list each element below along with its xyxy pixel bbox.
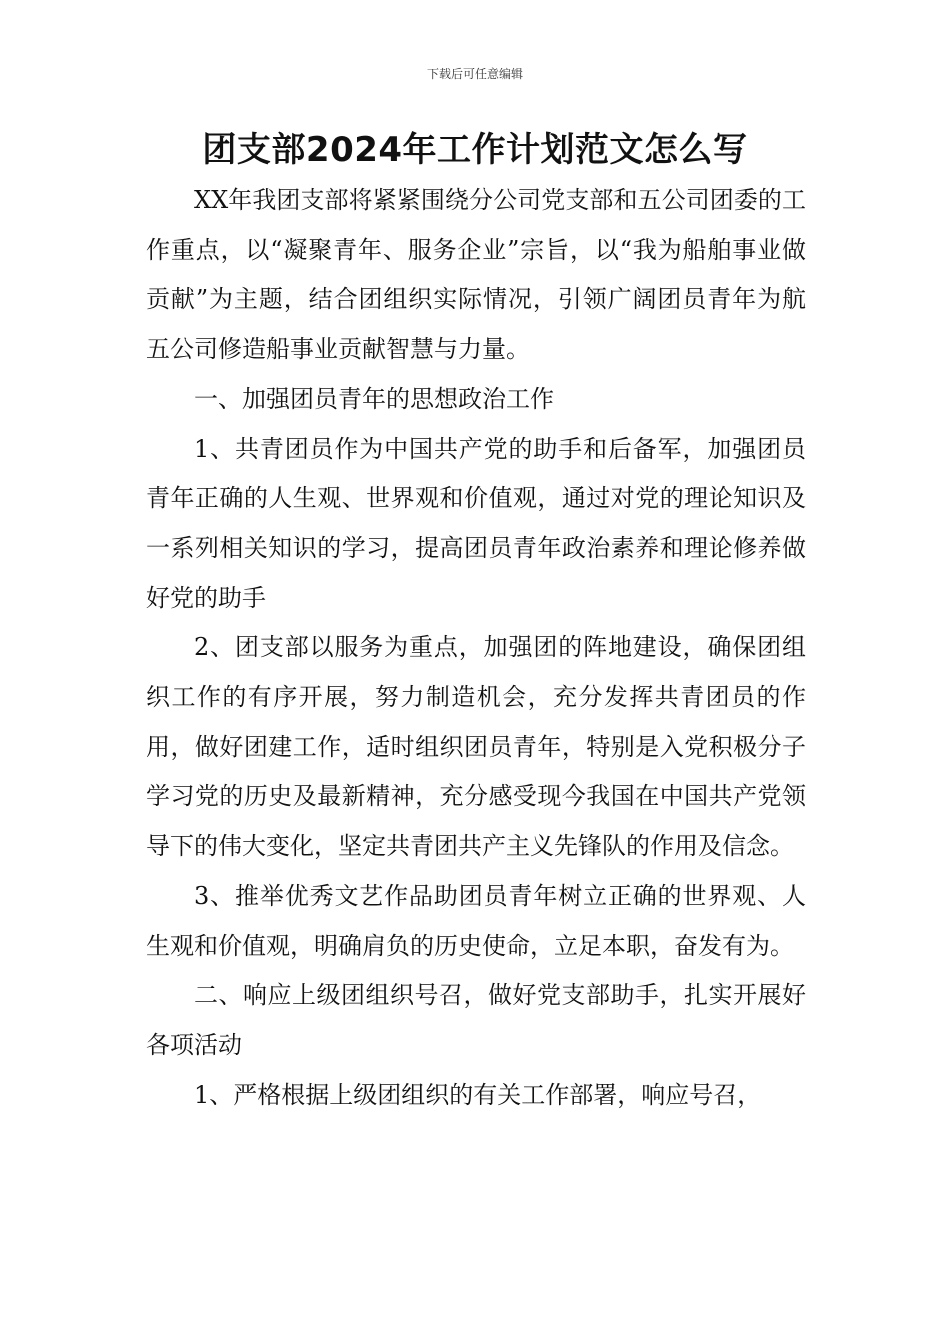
document-title: 团支部2024年工作计划范文怎么写 — [202, 130, 748, 170]
paragraph-item: 2、团支部以服务为重点，加强团的阵地建设，确保团组织工作的有序开展，努力制造机会，充分发挥共青团员的作用，做好团建工作，适时组织团员青年，特别是入党积极分子学习党的历史及最新精神，充分感受现今我国在中国共产党领导下的伟大变化，坚定共青团共产主义先锋队的作用及信念。 — [146, 633, 806, 861]
paragraph-item: 1、严格根据上级团组织的有关工作部署，响应号召， — [194, 1080, 762, 1109]
header-note: 下载后可任意编辑 — [426, 67, 523, 81]
paragraph-item: 3、推举优秀文艺作品助团员青年树立正确的世界观、人生观和价值观，明确肩负的历史使命，立足本职，奋发有为。 — [146, 881, 806, 960]
paragraph-item: 1、共青团员作为中国共产党的助手和后备军，加强团员青年正确的人生观、世界观和价值观，通过对党的理论知识及一系列相关知识的学习，提高团员青年政治素养和理论修养做好党的助手 — [146, 434, 806, 612]
paragraph-intro: XX年我团支部将紧紧围绕分公司党支部和五公司团委的工作重点，以“凝聚青年、服务企业”宗旨，以“我为船舶事业做贡献”为主题，结合团组织实际情况，引领广阔团员青年为航五公司修造船事业贡献智慧与力量。 — [146, 186, 806, 364]
section-heading-1: 一、加强团员青年的思想政治工作 — [194, 384, 554, 413]
section-heading-2: 二、响应上级团组织号召，做好党支部助手，扎实开展好各项活动 — [146, 981, 806, 1059]
document-body — [146, 176, 806, 1120]
